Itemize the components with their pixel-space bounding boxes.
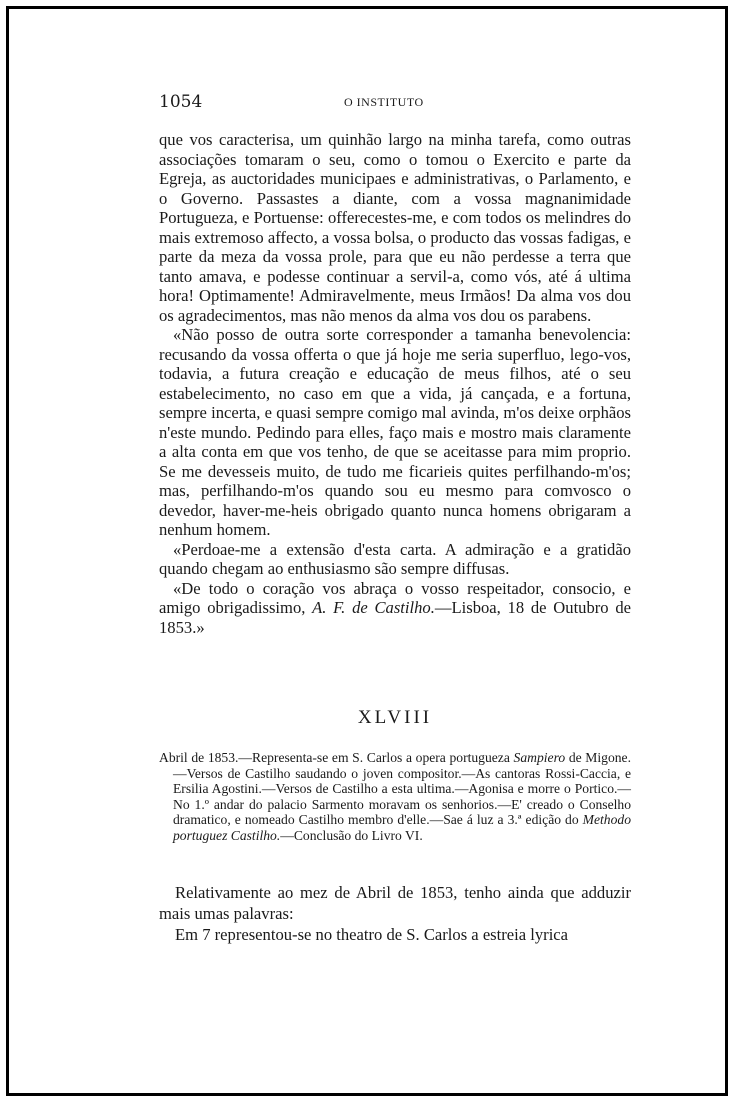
summary-text: Abril de 1853.—Representa-se em S. Carlos a opera portugueza — [159, 750, 514, 765]
summary-italic: Sampiero — [513, 750, 566, 765]
summary-paragraph — [159, 750, 631, 843]
paragraph: Em 7 representou-se no theatro de S. Carlos a estreia lyrica — [175, 925, 569, 944]
paragraph: Relativamente ao mez de Abril de 1853, tenho ainda que adduzir mais umas palavras: — [159, 883, 631, 923]
closing-text: «De todo o coração vos abraça o vosso respeitador, consocio, e amigo obrigadissimo, — [159, 578, 631, 617]
paragraph: «Perdoae-me a extensão d'esta carta. A admiração e a gratidão quando chegam ao enthusiasmo são sempre diffusas. — [159, 539, 631, 578]
summary-text: —Conclusão do Livro VI. — [280, 827, 423, 843]
running-title: O INSTITUTO — [344, 95, 424, 109]
summary-text: de Migone.—Versos de Castilho saudando o joven compositor.—As cantoras Rossi-Caccia, e Ersilia Agostini.—Versos de Castilho a esta ultima.—Agonisa e morre o Portico.—No 1.º andar do palacio Sarmento moravam os senhorios.—E' creado o Conselho dramatico, e nomeado Castilho membro d'elle.—Sae á luz a 3.ª edição do — [173, 750, 631, 827]
chapter-summary — [159, 750, 631, 843]
chapter-title: XLVIII — [357, 707, 433, 728]
page-number: 1054 — [159, 92, 203, 112]
page-header — [159, 92, 631, 112]
closing-date: —Lisboa, 18 de Outubro de 1853.» — [159, 598, 632, 637]
letter-body — [159, 130, 631, 637]
paragraph: «Não posso de outra sorte corresponder a tamanha benevolencia: recusando da vossa offerta o que já hoje me seria superfluo, lego-vos, todavia, a futura creação e educação de meus filhos, até o seu estabelecimento, no caso em que a vida, já cançada, e a fortuna, sempre incerta, e quasi sempre comigo mal avinda, m'os deixe orphãos n'este mundo. Pedindo para elles, faço mais e mostro mais claramente a alta conta em que vos tenho, de que se aceitasse para mim proprio. Se me devesseis muito, de tudo me ficarieis quites perfilhando-m'os; mas, perfilhando-m'os quando sou eu mesmo para comvosco o devedor, haver-me-heis obrigado quanto nunca homens obrigaram a nenhum homem. — [159, 325, 631, 539]
paragraph: que vos caracterisa, um quinhão largo na minha tarefa, como outras associações tomaram o seu, como o tomou o Exercito e parte da Egreja, as auctoridades municipaes e administrativas, o Parlamento, e o Governo. Passastes a diante, com a vossa magnanimidade Portugueza, e Portuense: offerecestes-me, e com todos os melindres do mais extremoso affecto, a vossa bolsa, o producto das vossas fadigas, e parte da meza da vossa prole, para que eu não perdesse a terra que tanto amava, e podesse continuar a servil-a, como vós, até á ultima hora! Optimamente! Admiravelmente, meus Irmãos! Da alma vos dou os agradecimentos, mas não menos da alma vos dou os parabens. — [159, 130, 631, 325]
closing-paragraph — [159, 579, 631, 638]
chapter-body — [159, 882, 631, 945]
author-signature: A. F. de Castilho. — [312, 598, 435, 617]
summary-italic: Methodo portuguez Castilho. — [173, 812, 631, 843]
